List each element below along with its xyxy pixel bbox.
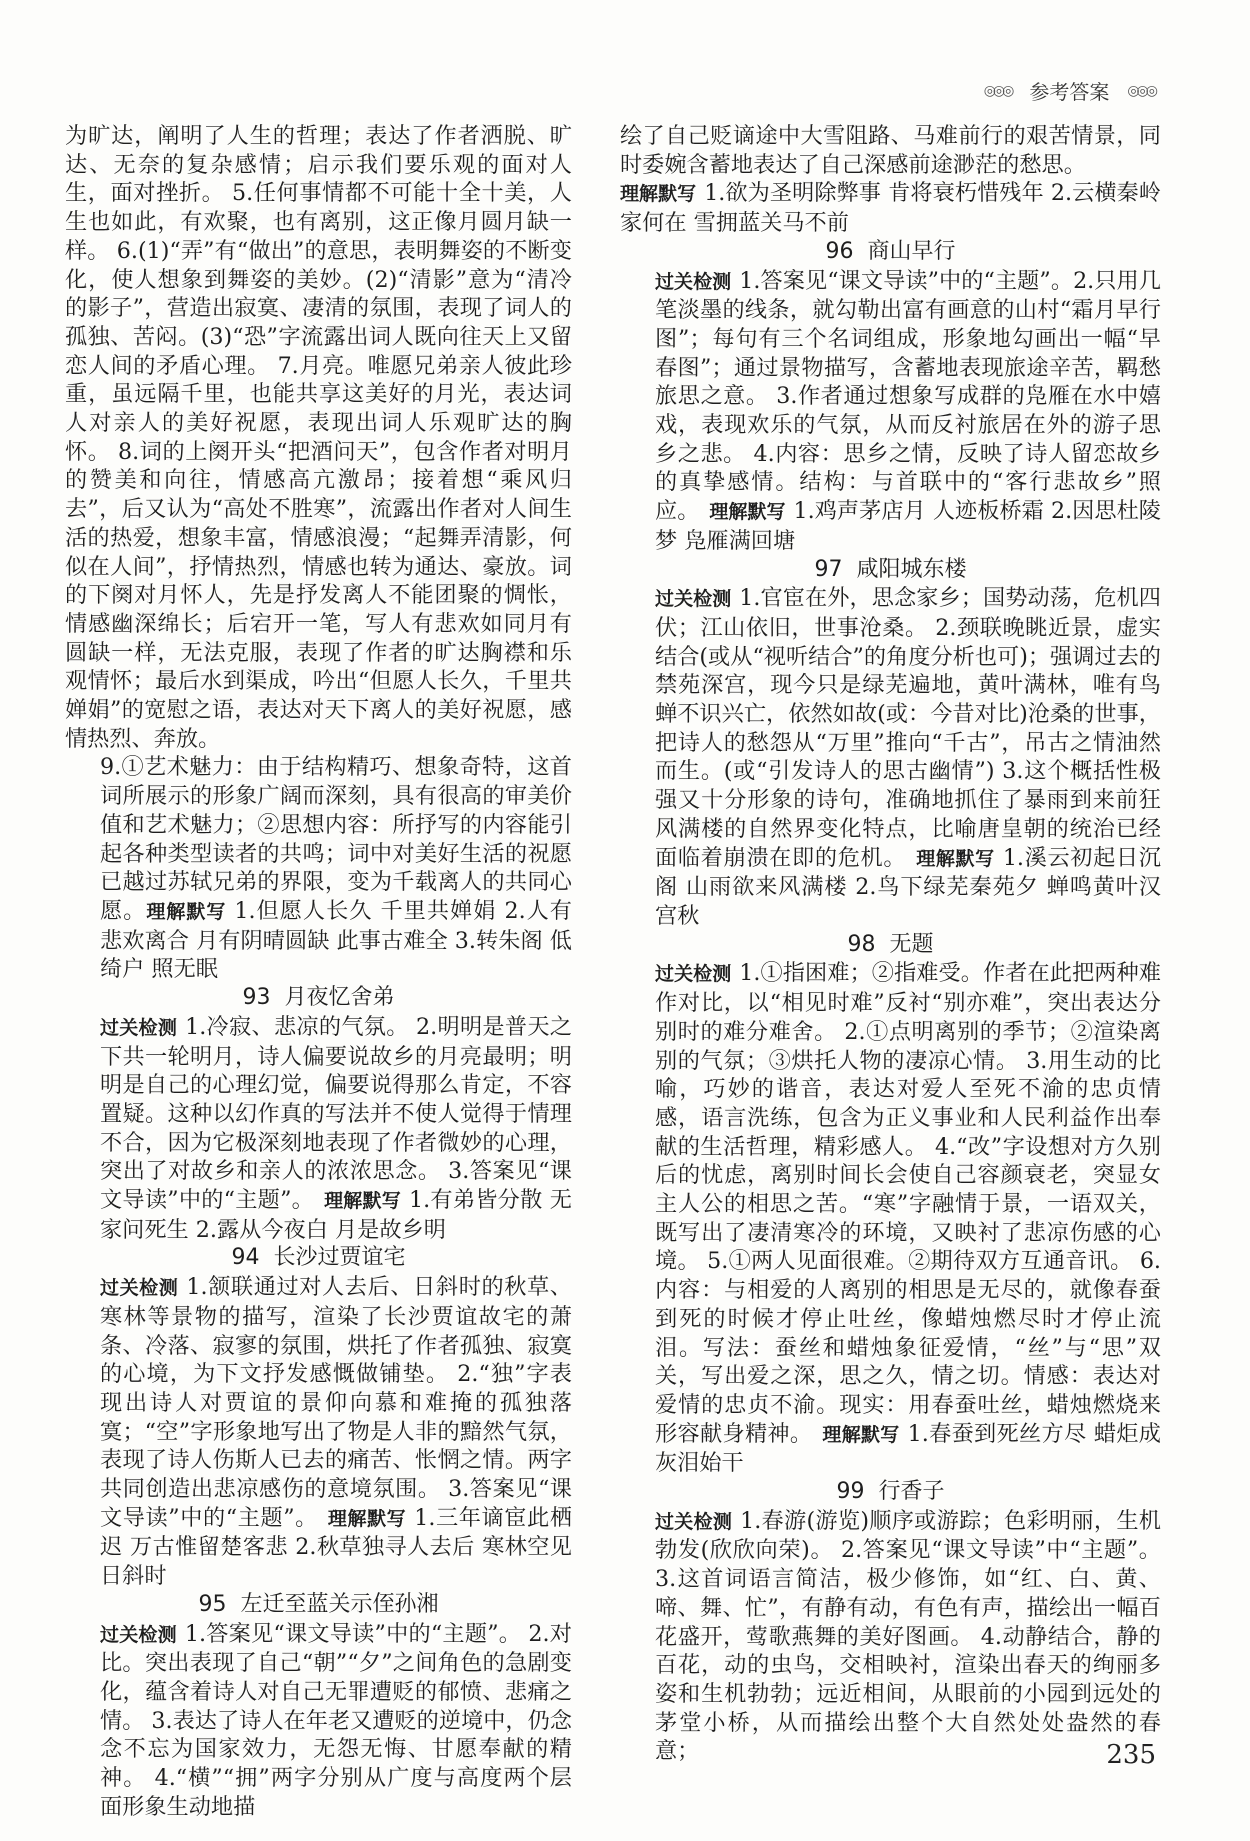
- section-tag: 理解默写: [146, 900, 227, 923]
- answer-paragraph: 过关检测 1.答案见“课文导读”中的“主题”。 2.对比。突出表现了自己“朝”“夕”之间角色的急剧变化，蕴含着诗人对自己无罪遭贬的郁愤、悲痛之情。 3.表达了诗人在年老又遭贬的逆境中，仍念念不忘为国家效力，无怨无悔、甘愿奉献的精神。 4.“横”“拥”两字分别从广度与高度两个层面形象生动地描: [100, 1620, 572, 1820]
- answer-paragraph: 过关检测 1.春游(游览)顺序或游踪；色彩明丽，生机勃发(欣欣向荣)。 2.答案见“课文导读”中“主题”。 3.这首词语言简洁，极少修饰，如“红、白、黄、啼、舞、忙”，有静有动，有色有声，描绘出一幅百花盛开，莺歌燕舞的美好图画。 4.动静结合，静的百花，动的虫鸟，交相映衬，渲染出春天的绚丽多姿和生机勃勃；远近相间，从眼前的小园到远处的茅堂小桥，从而描绘出整个大自然处处盎然的春意；: [655, 1507, 1161, 1765]
- answer-paragraph: 绘了自己贬谪途中大雪阻路、马难前行的艰苦情景，同时委婉含蓄地表达了自己深感前途渺茫的愁思。 理解默写 1.欲为圣明除弊事 肯将衰朽惜残年 2.云横秦岭家何在 雪拥蓝关马不前: [620, 123, 1161, 237]
- section-title: 93 月夜忆舍弟: [242, 985, 395, 1011]
- section-tag: 理解默写: [709, 501, 786, 524]
- header-ornament-right: ◎◎◎: [1127, 82, 1155, 99]
- section-title: 96 商山早行: [825, 238, 956, 264]
- running-header: [984, 76, 1155, 105]
- section-tag: 过关检测: [100, 1277, 179, 1300]
- section-title: 99 行香子: [836, 1479, 945, 1505]
- answer-paragraph: 过关检测 1.官宦在外，思念家乡；国势动荡，危机四伏；江山依旧，世事沧桑。 2.颈联晚眺近景，虚实结合(或从“视听结合”的角度分析也可)；强调过去的禁苑深宫，现今只是绿芜遍地，黄叶满林，唯有鸟蝉不识兴亡，依然如故(或：今昔对比)沧桑的世事，把诗人的愁怨从“万里”推向“千古”，吊古之情油然而生。(或“引发诗人的思古幽情”) 3.这个概括性极强又十分形象的诗句，准确地抓住了暴雨到来前狂风满楼的自然界变化特点，比喻唐皇朝的统治已经面临着崩溃在即的危机。 理解默写 1.溪云初起日沉阁 山雨欲来风满楼 2.鸟下绿芜秦苑夕 蝉鸣黄叶汉宫秋: [655, 585, 1161, 929]
- page-number: 235: [1106, 1740, 1156, 1770]
- answer-paragraph: 过关检测 1.①指困难；②指难受。作者在此把两种难作对比，以“相见时难”反衬“别亦难”，突出表达分别时的难分难舍。 2.①点明离别的季节；②渲染离别的气氛；③烘托人物的凄凉心情。 3.用生动的比喻，巧妙的谐音，表达对爱人至死不渝的忠贞情感，语言洗练，包含为正义事业和人民利益作出奉献的生活哲理，精彩感人。 4.“改”字设想对方久别后的忧虑，离别时间长会使自己容颜衰老，突显女主人公的相思之苦。“寒”字融情于景，一语双关，既写出了凄清寒冷的环境，又映衬了悲凉伤感的心境。 5.①两人见面很难。②期待双方互通音讯。 6.内容：与相爱的人离别的相思是无尽的，就像春蚕到死的时候才停止吐丝，像蜡烛燃尽时才停止流泪。写法：蚕丝和蜡烛象征爱情，“丝”与“思”双关，写出爱之深，思之久，情之切。情感：表达对爱情的忠贞不渝。现实：用春蚕吐丝，蜡烛燃烧来形容献身精神。 理解默写 1.春蚕到死丝方尽 蜡炬成灰泪始干: [655, 960, 1161, 1477]
- section-title: 94 长沙过贾谊宅: [231, 1245, 406, 1271]
- answer-paragraph: 9.①艺术魅力：由于结构精巧、想象奇特，这首词所展示的形象广阔而深刻，具有很高的审美价值和艺术魅力；②思想内容：所抒写的内容能引起各种类型读者的共鸣；词中对美好生活的祝愿已越过苏轼兄弟的界限，变为千载离人的共同心愿。理解默写 1.但愿人长久 千里共婵娟 2.人有悲欢离合 月有阴晴圆缺 此事古难全 3.转朱阁 低绮户 照无眠: [100, 754, 572, 983]
- section-tag: 理解默写: [620, 183, 697, 206]
- section-tag: 过关检测: [655, 1510, 733, 1533]
- answer-paragraph: 过关检测 1.颔联通过对人去后、日斜时的秋草、寒林等景物的描写，渲染了长沙贾谊故宅的萧条、冷落、寂寥的氛围，烘托了作者孤独、寂寞的心境，为下文抒发感慨做铺垫。 2.“独”字表现出诗人对贾谊的景仰向慕和难掩的孤独落寞；“空”字形象地写出了物是人非的黯然气氛，表现了诗人伤斯人已去的痛苦、怅惘之情。两字共同创造出悲凉感伤的意境氛围。 3.答案见“课文导读”中的“主题”。 理解默写 1.三年谪宦此栖迟 万古惟留楚客悲 2.秋草独寻人去后 寒林空见日斜时: [100, 1274, 573, 1590]
- section-tag: 过关检测: [100, 1016, 178, 1039]
- section-tag: 过关检测: [100, 1623, 177, 1646]
- section-tag: 理解默写: [324, 1190, 402, 1213]
- answer-paragraph: 为旷达，阐明了人生的哲理；表达了作者洒脱、旷达、无奈的复杂感情；启示我们要乐观的面对人生，面对挫折。 5.任何事情都不可能十全十美，人生也如此，有欢聚，也有离别，这正像月圆月缺一样。 6.(1)“弄”有“做出”的意思，表明舞姿的不断变化，使人想象到舞姿的美妙。(2)“清影”意为“清冷的影子”，营造出寂寞、凄清的氛围，表现了词人的孤独、苦闷。(3)“恐”字流露出词人既向往天上又留恋人间的矛盾心理。 7.月亮。唯愿兄弟亲人彼此珍重，虽远隔千里，也能共享这美好的月光，表达词人对亲人的美好祝愿，表现出词人乐观旷达的胸怀。 8.词的上阕开头“把酒问天”，包含作者对明月的赞美和向往，情感高亢激昂；接着想“乘风归去”，后又认为“高处不胜寒”，流露出作者对人间生活的热爱，想象丰富，情感浪漫；“起舞弄清影，何似在人间”，抒情热烈，情感也转为通达、豪放。词的下阕对月怀人，先是抒发离人不能团聚的惆怅，情感幽深绵长；后宕开一笔，写人有悲欢如同月有圆缺一样，无法克服，表现了作者的旷达胸襟和乐观情怀；最后水到渠成，吟出“但愿人长久，千里共婵娟”的宽慰之语，表达对天下离人的美好祝愿，感情热烈、奔放。: [65, 123, 572, 752]
- answer-paragraph: 过关检测 1.冷寂、悲凉的气氛。 2.明明是普天之下共一轮明月，诗人偏要说故乡的月亮最明；明明是自己的心理幻觉，偏要说得那么肯定，不容置疑。这种以幻作真的写法并不使人觉得于情理不合，因为它极深刻地表现了作者微妙的心理，突出了对故乡和亲人的浓浓思念。 3.答案见“课文导读”中的“主题”。 理解默写 1.有弟皆分散 无家问死生 2.露从今夜白 月是故乡明: [100, 1013, 572, 1243]
- answer-paragraph: 过关检测 1.答案见“课文导读”中的“主题”。2.只用几笔淡墨的线条，就勾勒出富有画意的山村“霜月早行图”；每句有三个名词组成，形象地勾画出一幅“早春图”；通过景物描写，含蓄地表现旅途辛苦，羁愁旅思之意。 3.作者通过想象写成群的凫雁在水中嬉戏，表现欢乐的气氛，从而反衬旅居在外的游子思乡之悲。 4.内容：思乡之情，反映了诗人留恋故乡的真挚感情。结构：与首联中的“客行悲故乡”照应。 理解默写 1.鸡声茅店月 人迹板桥霜 2.因思杜陵梦 凫雁满回塘: [655, 267, 1161, 554]
- section-tag: 理解默写: [327, 1507, 407, 1530]
- header-title: 参考答案: [1029, 80, 1110, 104]
- header-ornament-left: ◎◎◎: [983, 82, 1012, 99]
- section-title: 95 左迁至蓝关示侄孙湘: [198, 1591, 439, 1617]
- section-title: 98 无题: [847, 931, 934, 957]
- section-tag: 理解默写: [916, 847, 995, 870]
- section-tag: 理解默写: [822, 1423, 900, 1446]
- section-tag: 过关检测: [655, 270, 732, 293]
- section-tag: 过关检测: [655, 588, 732, 611]
- section-tag: 过关检测: [655, 963, 732, 986]
- right-column: [620, 122, 1161, 1766]
- left-column: [65, 122, 572, 1821]
- section-title: 97 咸阳城东楼: [814, 556, 967, 582]
